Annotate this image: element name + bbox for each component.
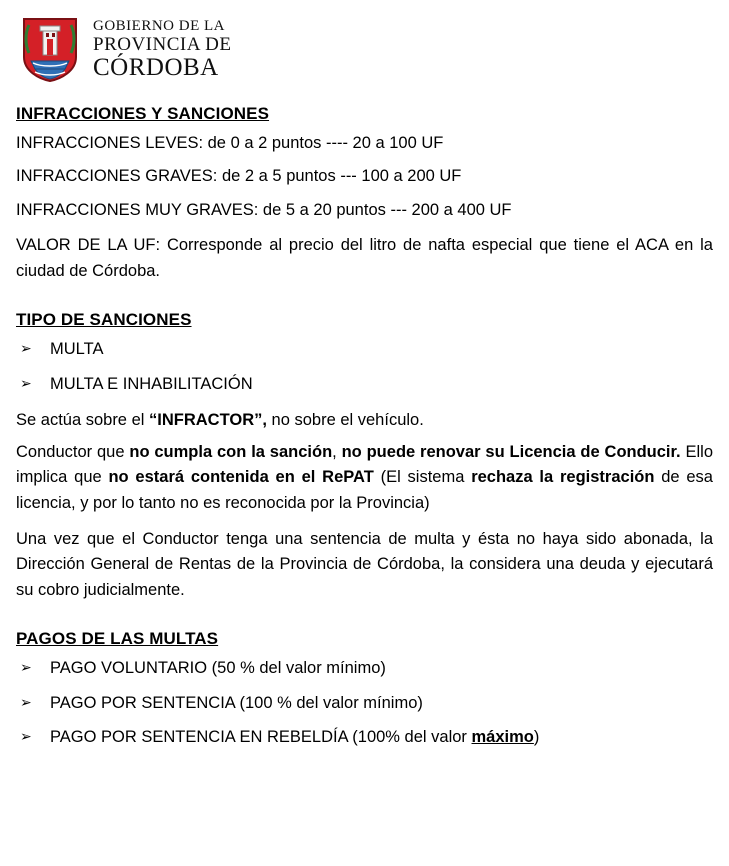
renovacion-text-g: (El sistema: [373, 468, 472, 487]
document-header: [16, 0, 713, 86]
list-item-label: MULTA: [50, 340, 104, 359]
infractor-paragraph: [16, 408, 713, 434]
cordoba-coat-of-arms-icon: [21, 17, 79, 83]
renovacion-text-e: Ello implica que: [16, 442, 713, 487]
arrow-bullet-icon: ➢: [20, 374, 32, 391]
crest-line-1: GOBIERNO DE LA: [93, 17, 225, 34]
list-item-emphasis: máximo: [471, 728, 534, 747]
tipo-sanciones-list: [16, 339, 713, 395]
crest-wordmark: [93, 19, 231, 82]
arrow-bullet-icon: ➢: [20, 693, 32, 710]
list-item: [16, 658, 713, 679]
crest-line-3: CÓRDOBA: [93, 53, 219, 81]
page-title-pagos: PAGOS DE LAS MULTAS: [16, 629, 219, 649]
infraccion-graves-line: INFRACCIONES GRAVES: de 2 a 5 puntos --- 100 a 200 UF: [16, 167, 462, 186]
list-item-label: PAGO VOLUNTARIO (50 % del valor mínimo): [50, 659, 386, 678]
arrow-bullet-icon: ➢: [20, 659, 32, 676]
renovacion-text-bold-2: no puede renovar su Licencia de Conducir.: [341, 442, 681, 461]
arrow-bullet-icon: ➢: [20, 340, 32, 357]
renovacion-text-c: ,: [332, 442, 342, 461]
renovacion-text-i: de esa licencia, y por lo tanto no es reconocida por la Provincia): [16, 468, 713, 512]
infraccion-muy-graves-line: INFRACCIONES MUY GRAVES: de 5 a 20 puntos --- 200 a 400 UF: [16, 200, 512, 219]
infractor-text-c: no sobre el vehículo.: [266, 411, 424, 430]
list-item: [16, 374, 713, 395]
pagos-list: [16, 658, 713, 748]
crest-line-2: PROVINCIA DE: [93, 33, 232, 55]
page-title-infracciones: INFRACCIONES Y SANCIONES: [16, 104, 270, 123]
list-item-label: PAGO POR SENTENCIA EN REBELDÍA (100% del valor: [50, 728, 472, 747]
list-item-label: PAGO POR SENTENCIA (100 % del valor mínimo): [50, 693, 423, 712]
renovacion-text-a: Conductor que: [16, 442, 130, 461]
page-title-tipo-sanciones: TIPO DE SANCIONES: [16, 310, 192, 330]
renovacion-text-bold-3: no estará contenida en el RePAT: [108, 468, 374, 487]
infraccion-leves-line: INFRACCIONES LEVES: de 0 a 2 puntos ---- 20 a 100 UF: [16, 134, 444, 152]
arrow-bullet-icon: ➢: [20, 728, 32, 745]
list-item-label-post: ): [533, 728, 540, 747]
valor-uf-paragraph: VALOR DE LA UF: Corresponde al precio del litro de nafta especial que tiene el ACA en la ciudad de Córdoba.: [16, 236, 713, 280]
renovacion-text-bold-1: no cumpla con la sanción: [129, 442, 333, 461]
renovacion-licencia-paragraph: [16, 440, 713, 517]
list-item: [16, 727, 713, 748]
deuda-judicial-paragraph: Una vez que el Conductor tenga una sentencia de multa y ésta no haya sido abonada, la Dirección General de Rentas de la Provincia de Córdoba, la considera una deuda y ejecutará su cobro judicialmente.: [16, 529, 713, 599]
infractor-text-bold: “INFRACTOR”,: [149, 411, 267, 430]
renovacion-text-bold-4: rechaza la registración: [471, 468, 655, 487]
list-item-label: MULTA E INHABILITACIÓN: [50, 374, 253, 393]
list-item: [16, 693, 713, 714]
document-content: [16, 86, 713, 749]
infractor-text-a: Se actúa sobre el: [16, 411, 149, 430]
list-item: [16, 339, 713, 360]
